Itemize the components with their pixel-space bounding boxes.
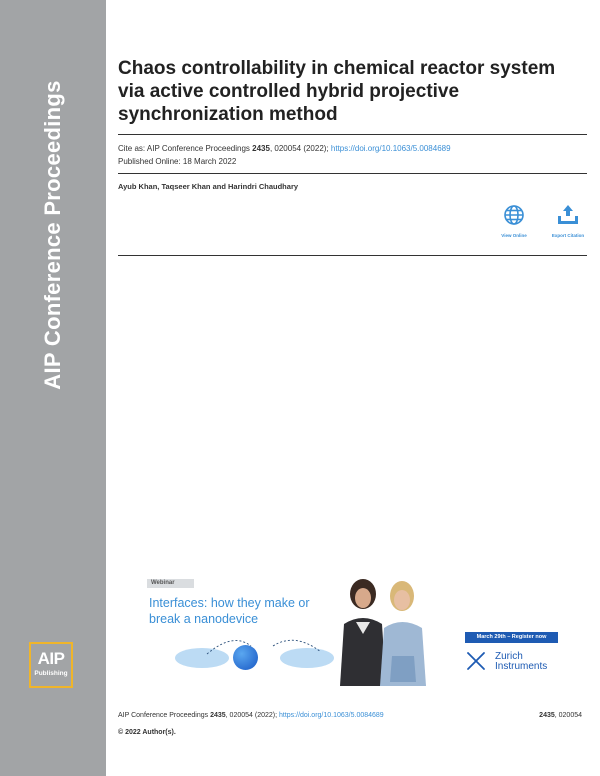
footer-cite-article: , 020054 (2022);	[225, 712, 279, 719]
view-online-label: View Online	[501, 233, 527, 238]
doi-link[interactable]: https://doi.org/10.1063/5.0084689	[330, 144, 451, 153]
zurich-instruments-logo-icon	[465, 650, 487, 672]
citation-prefix: Cite as: AIP Conference Proceedings	[118, 144, 253, 153]
footer-cite-prefix: AIP Conference Proceedings	[118, 712, 211, 719]
footer-citation	[118, 712, 384, 719]
citation-article: , 020054 (2022);	[269, 144, 331, 153]
citation-divider	[118, 173, 587, 174]
webinar-tag: Webinar	[147, 579, 194, 588]
export-citation-label: Export Citation	[551, 233, 585, 238]
aip-publishing-logo	[29, 642, 73, 688]
journal-sidebar	[0, 0, 106, 776]
brand-line-2: Instruments	[495, 661, 548, 672]
copyright-notice: © 2022 Author(s).	[118, 729, 176, 736]
citation-line	[118, 144, 451, 153]
footer-page-article: , 020054	[554, 712, 582, 719]
logo-sub-text: Publishing	[34, 670, 68, 677]
webinar-advertisement[interactable]	[125, 568, 575, 686]
journal-name: AIP Conference Proceedings	[40, 80, 65, 390]
export-citation-icon	[556, 204, 580, 226]
logo-main-text: AIP	[37, 649, 65, 668]
article-title: Chaos controllability in chemical reactor system via active controlled hybrid projective synchronization method	[118, 58, 556, 125]
footer-page-volume: 2435	[539, 712, 555, 719]
view-online-button[interactable]	[492, 204, 536, 238]
register-now-banner[interactable]: March 29th – Register now	[465, 632, 558, 643]
author-list: Ayub Khan, Taqseer Khan and Harindri Chaudhary	[118, 182, 299, 191]
export-citation-button[interactable]	[546, 204, 590, 238]
webinar-headline: Interfaces: how they make or break a nanodevice	[149, 596, 310, 626]
footer-page-number	[539, 712, 582, 719]
title-divider	[118, 134, 587, 135]
zurich-instruments-brand	[495, 652, 547, 672]
globe-icon	[503, 204, 525, 226]
footer-doi-link[interactable]: https://doi.org/10.1063/5.0084689	[279, 712, 384, 719]
published-date: Published Online: 18 March 2022	[118, 157, 237, 166]
citation-volume: 2435	[252, 144, 270, 153]
brand-line-1: Zurich	[495, 651, 523, 662]
header-bottom-divider	[118, 255, 587, 256]
footer-volume: 2435	[210, 712, 226, 719]
presenters-photo	[330, 572, 430, 686]
